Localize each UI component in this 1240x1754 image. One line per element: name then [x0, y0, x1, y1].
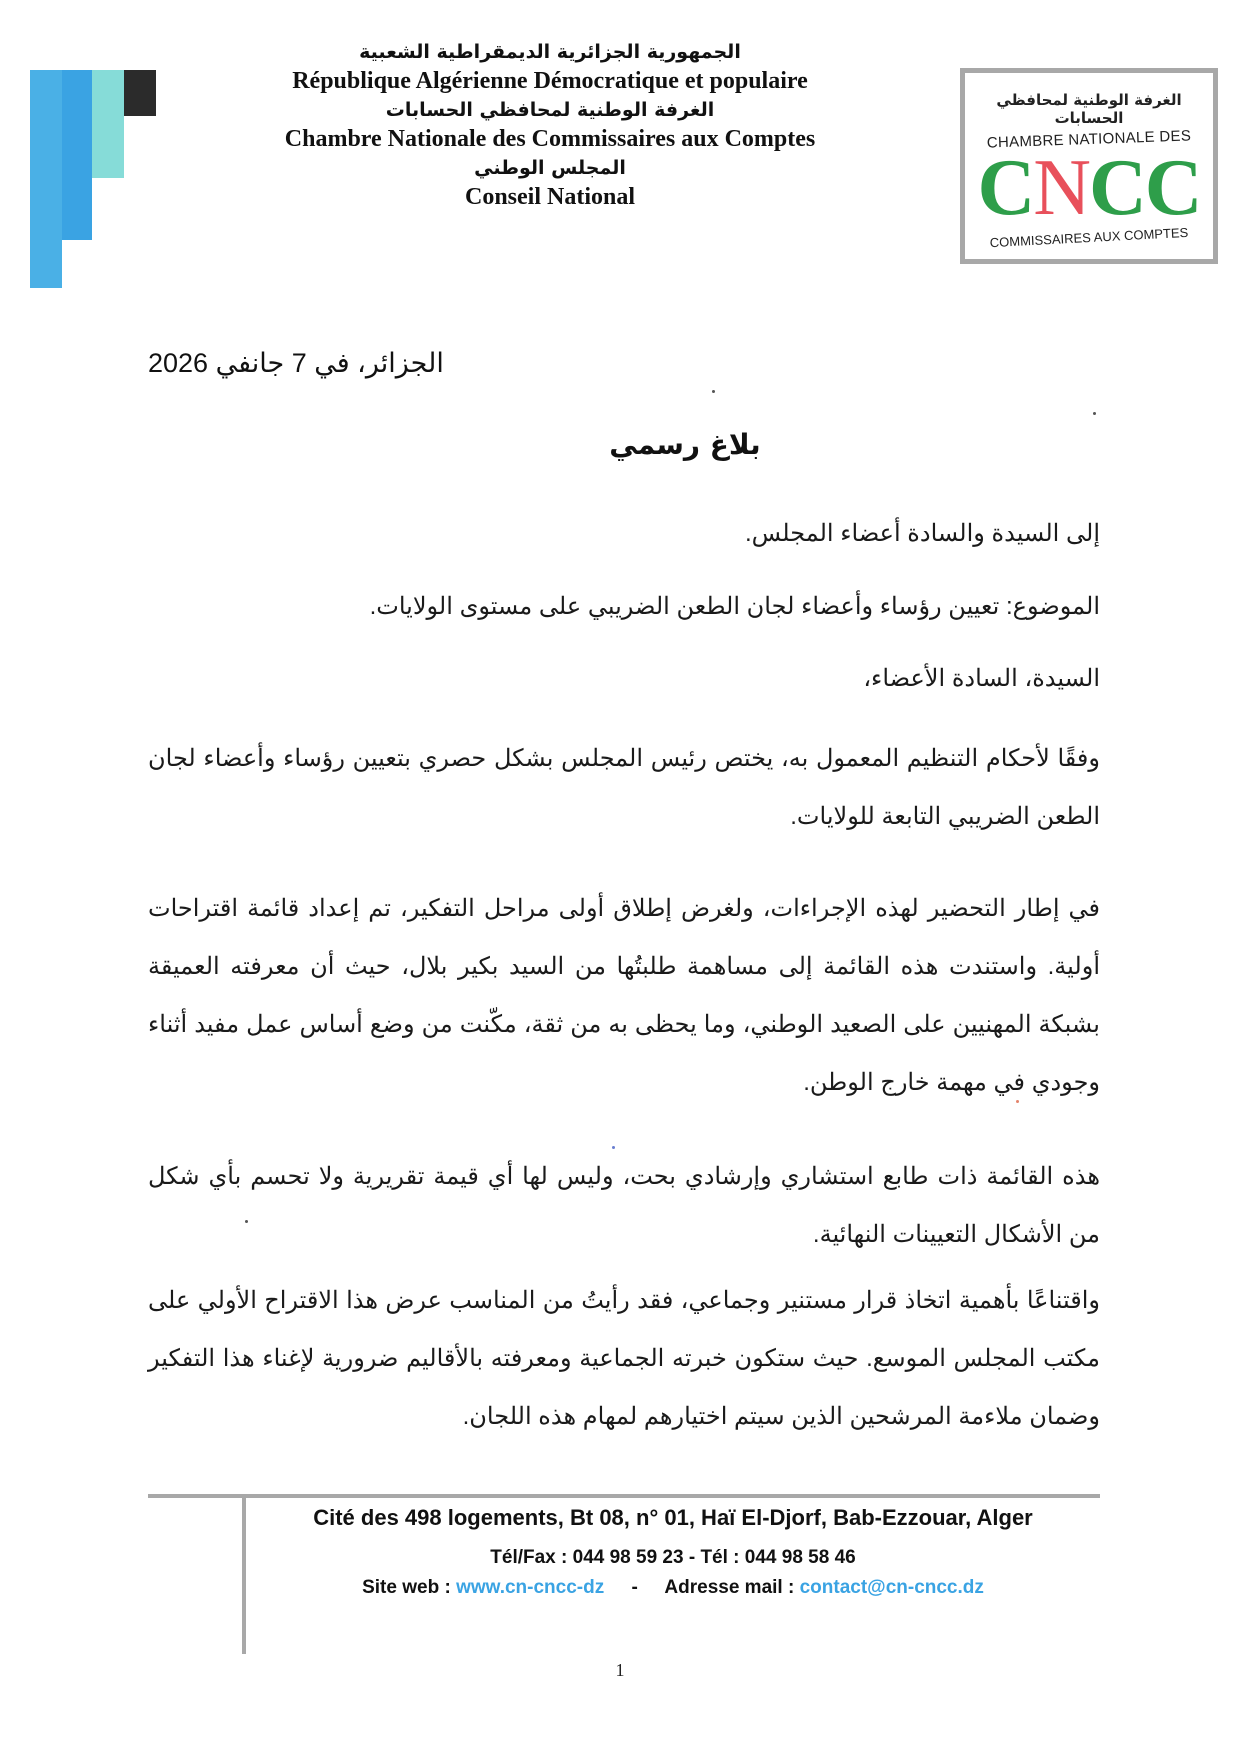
- cncc-logo: [960, 68, 1218, 264]
- french-council-name: Conseil National: [464, 184, 635, 210]
- email-label: Adresse mail :: [664, 1577, 795, 1598]
- salutation-line: السيدة، السادة الأعضاء،: [863, 665, 1100, 692]
- footer-contact: [246, 1500, 1100, 1600]
- french-republic-name: République Algérienne Démocratique et populaire: [292, 68, 808, 94]
- bar-blue: [62, 70, 92, 240]
- document-title: بلاغ رسمي: [609, 428, 761, 461]
- email-link[interactable]: contact@cn-cncc.dz: [799, 1577, 984, 1598]
- recipients-line: إلى السيدة والسادة أعضاء المجلس.: [745, 520, 1100, 547]
- logo-top-text: CHAMBRE NATIONALE DES: [986, 127, 1192, 152]
- website-link[interactable]: www.cn-cncc-dz: [456, 1577, 605, 1598]
- footer-separator: -: [631, 1577, 638, 1598]
- logo-letters: [965, 144, 1213, 232]
- paragraph-2: في إطار التحضير لهذه الإجراءات، ولغرض إطلاق أولى مراحل التفكير، تم إعداد قائمة اقتراحات أولية. واستندت هذه القائمة إلى مساهمة طلبتُها من السيد بكير بلال، حيث أن معرفته العميقة بشبكة المهنيين على الصعيد الوطني، وما يحظى به من ثقة، مكّنت من وضع أساس عمل مفيد أثناء وجودي في مهمة خارج الوطن.: [148, 895, 1100, 1096]
- arabic-council-name: المجلس الوطني: [474, 157, 626, 179]
- bar-teal: [92, 70, 124, 178]
- page-number: 1: [615, 1660, 625, 1680]
- decorative-color-bars: [0, 0, 200, 300]
- logo-letter-c3: C: [1144, 144, 1201, 232]
- scan-speck: [245, 1220, 248, 1223]
- footer-web-mail: [246, 1576, 1100, 1600]
- french-chamber-name: Chambre Nationale des Commissaires aux Comptes: [284, 126, 816, 152]
- logo-letter-c1: C: [977, 144, 1034, 232]
- logo-arabic-text: الغرفة الوطنية لمحافظي الحسابات: [996, 91, 1182, 127]
- bar-light-blue: [30, 70, 62, 288]
- bar-black: [124, 70, 156, 116]
- footer-phones: Tél/Fax : 044 98 59 23 - Tél : 044 98 58 46: [490, 1547, 856, 1568]
- letterhead: [220, 40, 880, 214]
- paragraph-4: واقتناعًا بأهمية اتخاذ قرار مستنير وجماعي، فقد رأيتُ من المناسب عرض هذا الاقتراح الأولي على مكتب المجلس الموسع. حيث ستكون خبرته الجماعية ومعرفته بالأقاليم ضرورية لإغناء هذا التفكير وضمان ملاءمة المرشحين الذين سيتم اختيارهم لمهام هذه اللجان.: [148, 1287, 1100, 1430]
- footer-address: Cité des 498 logements, Bt 08, n° 01, Haï El-Djorf, Bab-Ezzouar, Alger: [313, 1505, 1033, 1530]
- scan-speck: [612, 1146, 615, 1149]
- arabic-republic-name: الجمهورية الجزائرية الديمقراطية الشعبية: [359, 41, 741, 63]
- logo-letter-n: N: [1033, 144, 1089, 232]
- logo-letter-c2: C: [1089, 144, 1145, 232]
- scan-speck: [1016, 1100, 1019, 1103]
- arabic-chamber-name: الغرفة الوطنية لمحافظي الحسابات: [385, 99, 715, 121]
- paragraph-1: وفقًا لأحكام التنظيم المعمول به، يختص رئيس المجلس بشكل حصري بتعيين رؤساء وأعضاء لجان الطعن الضريبي التابعة للولايات.: [148, 745, 1100, 830]
- paragraph-3: هذه القائمة ذات طابع استشاري وإرشادي بحت، وليس لها أي قيمة تقريرية ولا تحسم بأي شكل من الأشكال التعيينات النهائية.: [148, 1163, 1100, 1248]
- scan-speck: [712, 390, 715, 393]
- scan-speck: [1093, 412, 1096, 415]
- website-label: Site web :: [362, 1577, 451, 1598]
- subject-line: الموضوع: تعيين رؤساء وأعضاء لجان الطعن الضريبي على مستوى الولايات.: [369, 593, 1100, 620]
- footer-divider-horizontal: [148, 1494, 1100, 1498]
- logo-bottom-text: COMMISSAIRES AUX COMPTES: [989, 224, 1189, 251]
- document-date: الجزائر، في 7 جانفي 2026: [148, 348, 444, 378]
